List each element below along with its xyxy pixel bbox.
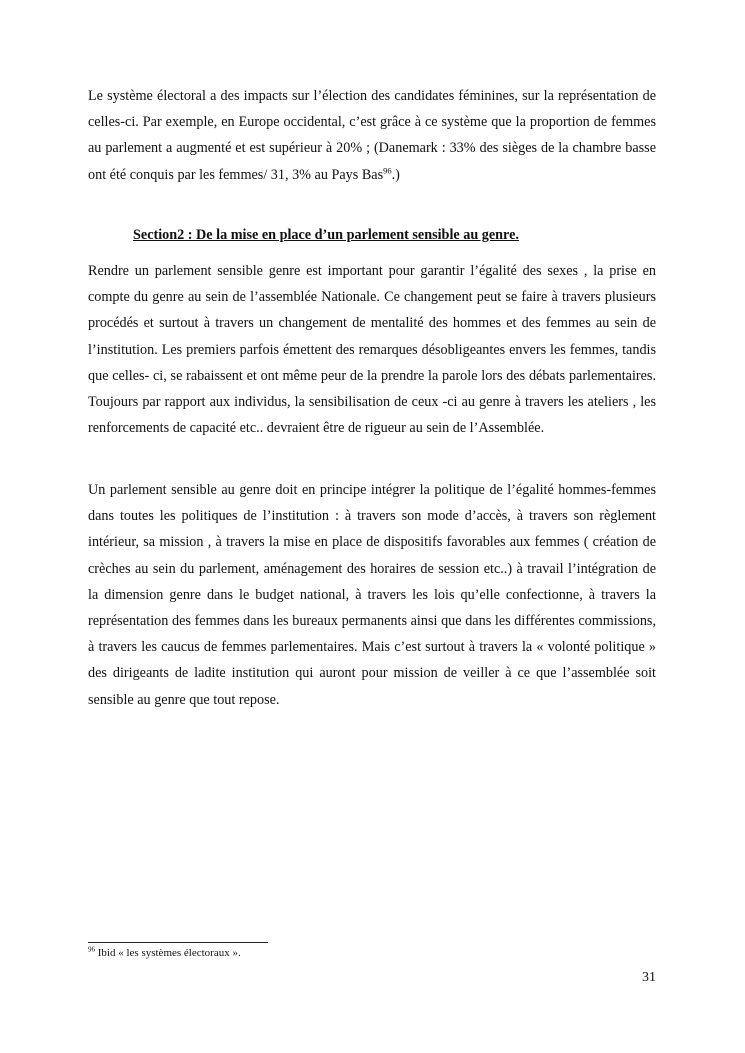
paragraph-parliament-policies: Un parlement sensible au genre doit en principe intégrer la politique de l’égalité hommes-femmes dans toutes les politiques de l’institution : à travers son mode d’accès, à travers son règlement intérieur, sa mission , à travers la mise en place de dispositifs favorables aux femmes ( création de crèches au sein du parlement, aménagement des horaires de session etc..) à travail l’intégration de la dimension genre dans le budget national, à travers les lois qu’elle confectionne, à travers la représentation des femmes dans les bureaux permanents ainsi que dans les différentes commissions, à travers les caucus de femmes parlementaires. Mais c’est surtout à travers la « volonté politique » des dirigeants de ladite institution qui auront pour mission de veiller à ce que l’assemblée soit sensible au genre que tout repose.: [88, 482, 656, 708]
footnote-reference[interactable]: 96: [383, 164, 392, 175]
footnote-text: Ibid « les systèmes électoraux ».: [95, 947, 241, 959]
paragraph-text: Le système électoral a des impacts sur l’élection des candidates féminines, sur la représentation de celles-ci. Par exemple, en Europe occidental, c’est grâce à ce système que la proportion de femmes au parlement a augmenté et est supérieur à 20% ; (Danemark : 33% des sièges de la chambre basse ont été conquis par les femmes/ 31, 3% au Pays Bas: [88, 88, 656, 183]
page-number: 31: [642, 970, 656, 985]
paragraph-end: .): [391, 166, 400, 183]
footnote-divider: [88, 942, 268, 943]
footnote-number: 96: [88, 945, 95, 954]
footnote: [88, 947, 241, 959]
section-heading: Section2 : De la mise en place d’un parlement sensible au genre.: [133, 227, 519, 243]
paragraph-electoral-system: [88, 83, 656, 188]
paragraph-gender-sensitive: Rendre un parlement sensible genre est important pour garantir l’égalité des sexes , la prise en compte du genre au sein de l’assemblée Nationale. Ce changement peut se faire à travers plusieurs procédés et surtout à travers un changement de mentalité des hommes et des femmes au sein de l’institution. Les premiers parfois émettent des remarques désobligeantes envers les femmes, tandis que celles- ci, se rabaissent et ont même peur de la prendre la parole lors des débats parlementaires. Toujours par rapport aux individus, la sensibilisation de ceux -ci au genre à travers les ateliers , les renforcements de capacité etc.. devraient être de rigueur au sein de l’Assemblée.: [88, 263, 656, 437]
